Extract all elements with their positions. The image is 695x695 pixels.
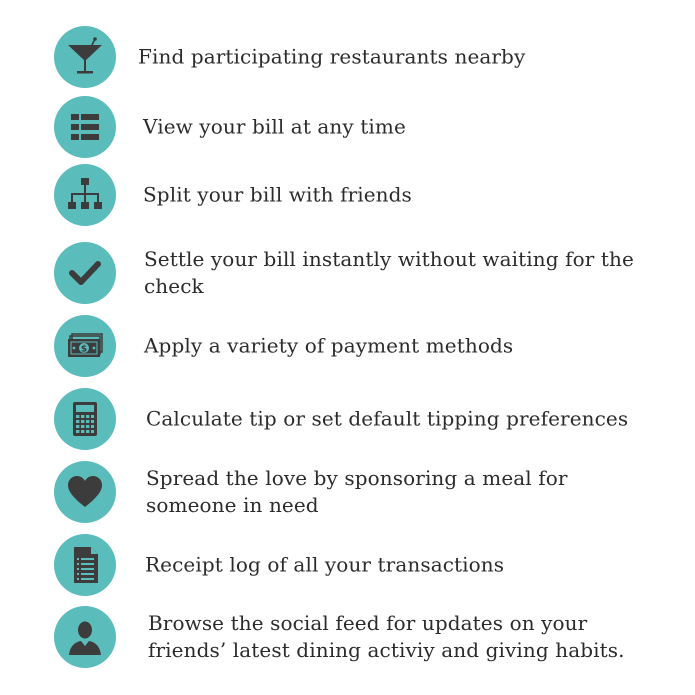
person-user-icon [63, 615, 107, 659]
money-bills-icon [63, 324, 107, 368]
icon-badge [54, 26, 116, 88]
checkmark-icon [63, 251, 107, 295]
feature-text: View your bill at any time [143, 114, 406, 139]
icon-badge [54, 388, 116, 450]
feature-text: Apply a variety of payment methods [144, 333, 514, 358]
icon-badge [54, 461, 116, 523]
feature-item-split-bill [0, 163, 695, 227]
feature-text: Split your bill with friends [143, 182, 412, 207]
feature-item-calculate-tip [0, 387, 695, 451]
receipt-document-icon [63, 543, 107, 587]
feature-text: Calculate tip or set default tipping preferences [146, 406, 629, 431]
feature-text: Find participating restaurants nearby [138, 44, 526, 69]
calculator-icon [63, 397, 107, 441]
feature-item-sponsor-meal [0, 460, 695, 524]
heart-icon [63, 470, 107, 514]
icon-badge [54, 242, 116, 304]
feature-item-view-bill [0, 95, 695, 159]
feature-text: Settle your bill instantly without waiting for the check [144, 247, 634, 298]
feature-item-receipt-log [0, 533, 695, 597]
feature-text: Receipt log of all your transactions [145, 552, 505, 577]
icon-badge [54, 534, 116, 596]
feature-item-social-feed [0, 605, 695, 669]
icon-badge [54, 96, 116, 158]
hierarchy-split-icon [63, 173, 107, 217]
feature-item-payment-methods [0, 314, 695, 378]
icon-badge [54, 164, 116, 226]
feature-item-settle-bill [0, 241, 695, 305]
icon-badge [54, 606, 116, 668]
feature-text: Spread the love by sponsoring a meal for someone in need [146, 466, 568, 517]
icon-badge [54, 315, 116, 377]
svg-text:$: $ [80, 344, 88, 355]
feature-item-find-restaurants [0, 25, 695, 89]
feature-text: Browse the social feed for updates on your friends’ latest dining activiy and giving habits. [148, 611, 625, 662]
list-icon [63, 105, 107, 149]
martini-glass-icon [63, 35, 107, 79]
